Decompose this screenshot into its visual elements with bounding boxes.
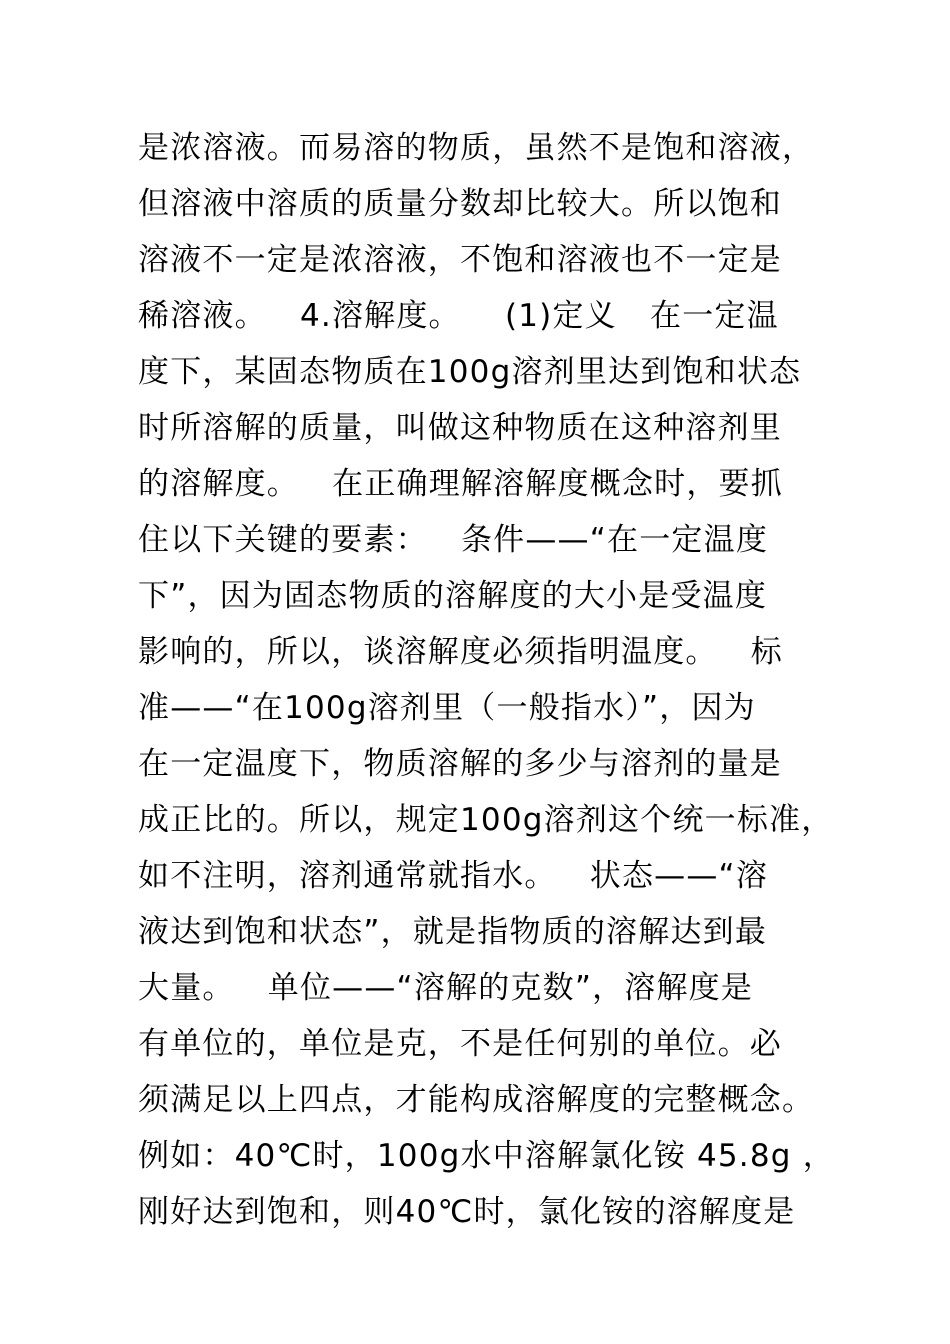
text-line: 大量。 单位——“溶解的克数”，溶解度是 xyxy=(138,970,754,1006)
text-line: 是浓溶液。而易溶的物质，虽然不是饱和溶液， xyxy=(138,130,815,166)
body-text xyxy=(138,120,838,1240)
text-line: 影响的，所以，谈溶解度必须指明温度。 标 xyxy=(138,634,783,670)
text-line: 液达到饱和状态”，就是指物质的溶解达到最 xyxy=(138,914,768,950)
text-line: 下”，因为固态物质的溶解度的大小是受温度 xyxy=(138,578,768,614)
text-line: 稀溶液。 4.溶解度。 (1)定义 在一定温 xyxy=(138,298,779,334)
text-line: 的溶解度。 在正确理解溶解度概念时，要抓 xyxy=(138,466,783,502)
text-line: 有单位的，单位是克，不是任何别的单位。必 xyxy=(138,1026,782,1062)
text-line: 例如：40℃时，100g水中溶解氯化铵 45.8g ， xyxy=(138,1138,835,1174)
text-line: 住以下关键的要素： 条件——“在一定温度 xyxy=(138,522,769,558)
text-line: 溶液不一定是浓溶液，不饱和溶液也不一定是 xyxy=(138,242,782,278)
text-line: 在一定温度下，物质溶解的多少与溶剂的量是 xyxy=(138,746,782,782)
text-line: 须满足以上四点，才能构成溶解度的完整概念。 xyxy=(138,1082,815,1118)
text-line: 刚好达到饱和，则40℃时，氯化铵的溶解度是 xyxy=(138,1194,796,1230)
text-line: 度下，某固态物质在100g溶剂里达到饱和状态 xyxy=(138,354,802,390)
text-line: 如不注明，溶剂通常就指水。 状态——“溶 xyxy=(138,858,769,894)
text-line: 但溶液中溶质的质量分数却比较大。所以饱和 xyxy=(138,186,782,222)
text-line: 时所溶解的质量，叫做这种物质在这种溶剂里 xyxy=(138,410,782,446)
text-line: 成正比的。所以，规定100g溶剂这个统一标准， xyxy=(138,802,834,838)
text-line: 准——“在100g溶剂里（一般指水）”，因为 xyxy=(138,690,756,726)
